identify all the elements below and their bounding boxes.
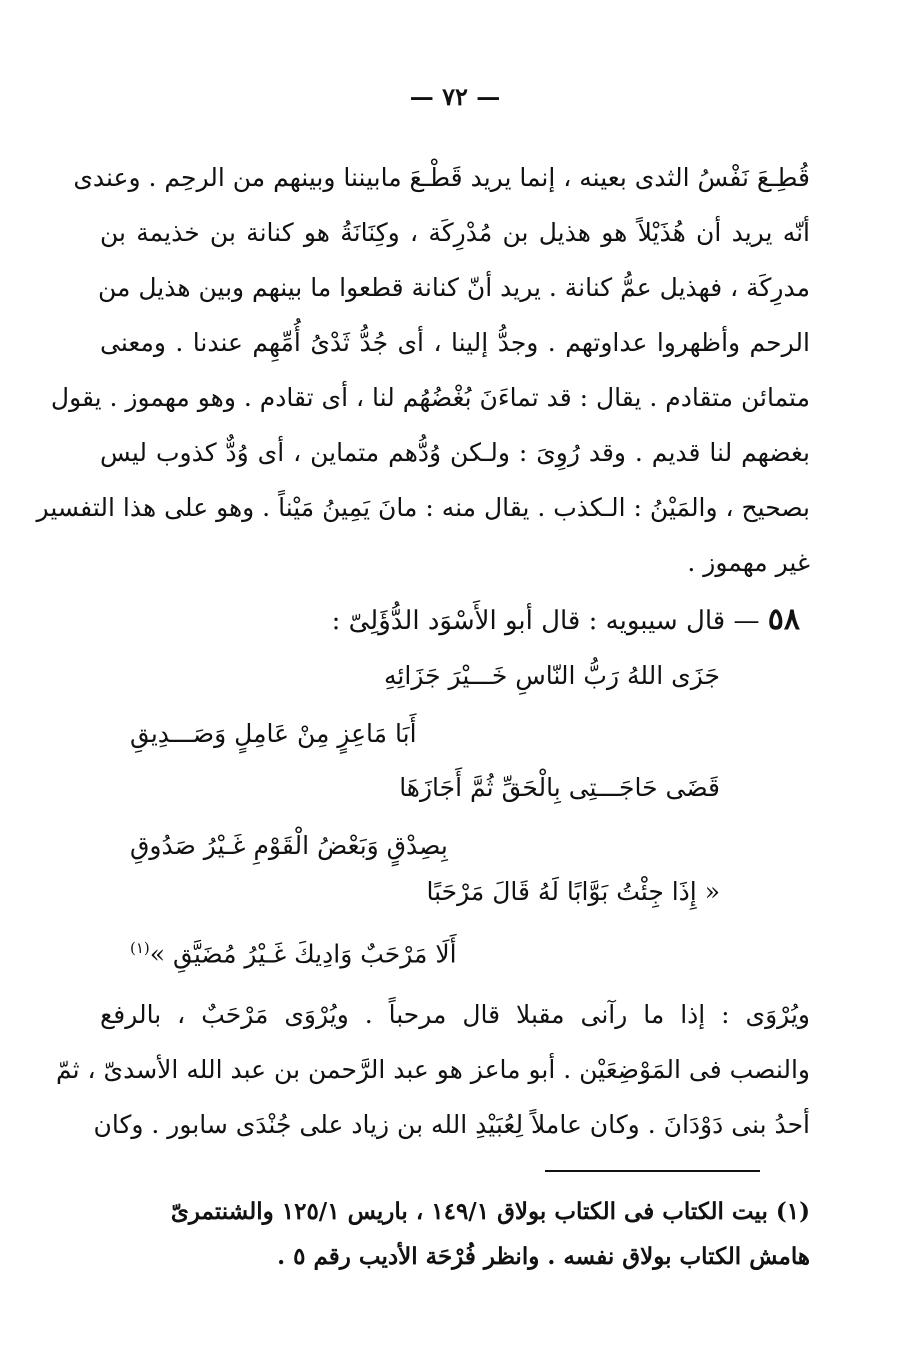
section-number: ٥٨ <box>767 602 800 637</box>
body-line: ويُرْوَى : إذا ما رآنى مقبلا قال مرحباً . ويُرْوَى مَرْحَبٌ ، بالرفع <box>100 1000 810 1029</box>
footnote-marker: (١) <box>130 939 150 957</box>
footnote-line: (١) بيت الكتاب فى الكتاب بولاق ١٤٩/١ ، باريس ١٢٥/١ والشنتمرىّ <box>170 1198 810 1225</box>
body-line: مدرِكَة ، فهذيل عمُّ كنانة . يريد أنّ كنانة قطعوا ما بينهم وبين هذيل من <box>97 273 810 302</box>
body-line: أنّه يريد أن هُذَيْلاً هو هذيل بن مُدْرِكَة ، وكِنَانَةُ هو كنانة بن خذيمة بن <box>100 218 810 247</box>
body-line: بصحيح ، والمَيْنُ : الـكذب . يقال منه : مانَ يَمِينُ مَيْناً . وهو على هذا التفسير <box>36 493 810 522</box>
body-line: قُطِـعَ نَفْسُ الثدى بعينه ، إنما يريد قَطْـعَ مابيننا وبينهم من الرحِم . وعندى <box>73 163 810 192</box>
footnote-rule <box>545 1170 760 1172</box>
body-line: والنصب فى المَوْضِعَيْن . أبو ماعز هو عبد الرَّحمن بن عبد الله الأسدىّ ، ثمّ <box>55 1055 810 1084</box>
verse-hemistich: أَبَا مَاعِزٍ مِنْ عَامِلٍ وَصَـــدِيقِ <box>130 719 417 748</box>
verse-hemistich: بِصِدْقٍ وَبَعْضُ الْقَوْمِ غَـيْرُ صَدُوقِ <box>130 831 448 860</box>
verse-hemistich: جَزَى اللهُ رَبُّ النّاسِ خَـــيْرَ جَزَائِهِ <box>384 661 720 690</box>
body-line: غير مهموز . <box>687 548 810 577</box>
footnote-line: هامش الكتاب بولاق نفسه . وانظر فُرْحَة الأديب رقم ٥ . <box>277 1243 810 1270</box>
body-line: متمائن متقادم . يقال : قد تماءَنَ بُغْضُهُم لنا ، أى تقادم . وهو مهموز . يقول <box>50 383 810 412</box>
verse-hemistich: قَضَى حَاجَـــتِى بِالْحَقِّ ثُمَّ أَجَازَهَا <box>399 773 720 802</box>
page-number: — ٧٢ — <box>409 82 501 111</box>
verse-hemistich-last <box>130 928 457 974</box>
verse-section-heading <box>332 600 800 641</box>
verse-hemistich: « إِذَا جِئْتُ بَوَّابًا لَهُ قَالَ مَرْحَبًا <box>426 877 720 906</box>
body-line: بغضهم لنا قديم . وقد رُوِىَ : ولـكن وُدُّهم متماين ، أى وُدٌّ كذوب ليس <box>100 438 810 467</box>
section-intro: — قال سيبويه : قال أبو الأَسْوَد الدُّؤَلِىّ : <box>331 606 760 636</box>
body-line: الرحم وأظهروا عداوتهم . وجدُّ إلينا ، أى جُدُّ ثَدْىُ أُمِّهِم عندنا . ومعنى <box>100 328 810 357</box>
body-line: أحدُ بنى دَوْدَانَ . وكان عاملاً لِعُبَيْدِ الله بن زياد على جُنْدَى سابور . وكان <box>93 1110 810 1139</box>
verse-text: أَلَا مَرْحَبٌ وَادِيكَ غَـيْرُ مُضَيَّقِ » <box>149 939 457 969</box>
